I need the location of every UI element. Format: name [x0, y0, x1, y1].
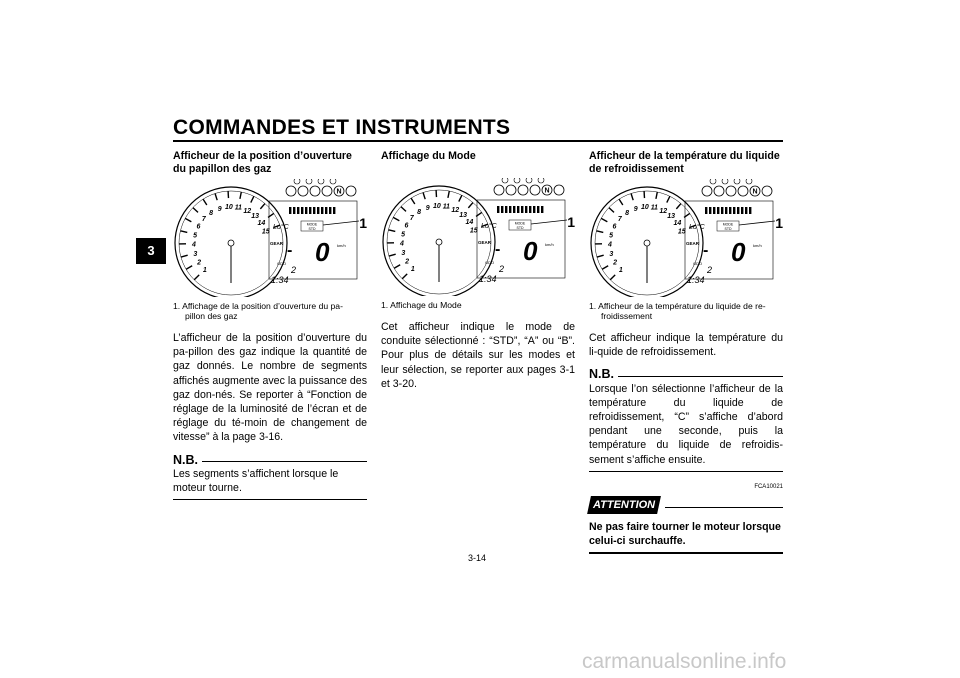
tach-number: 11 [650, 204, 658, 212]
tick-mark [610, 275, 615, 280]
tick-mark [388, 230, 395, 232]
tick-mark [240, 192, 241, 199]
tach-number: 9 [633, 205, 638, 213]
tach-number: 2 [197, 259, 202, 267]
throttle-segment [321, 207, 323, 214]
callout-leader [531, 220, 567, 224]
throttle-segment [709, 207, 711, 214]
indicator-light-icon [554, 185, 564, 195]
tach-number: 3 [401, 250, 406, 258]
throttle-segment [533, 206, 535, 213]
throttle-segment [313, 207, 315, 214]
tach-number: 13 [251, 212, 260, 220]
tick-mark [193, 208, 198, 213]
clock-readout: 1:34 [479, 274, 497, 284]
tach-number: 15 [261, 228, 270, 236]
note-text: Les segments s’affichent lorsque le moteur tourne. [173, 467, 339, 495]
tick-mark [619, 199, 623, 205]
tach-number: 12 [451, 206, 460, 214]
warning-light-icon [318, 179, 324, 184]
throttle-segment [529, 206, 531, 213]
indicator-light-icon [762, 186, 772, 196]
header-rule [173, 140, 783, 142]
note-rule [202, 461, 367, 462]
warning-light-icon [526, 178, 532, 183]
tick-mark [631, 194, 633, 201]
throttle-segment [505, 206, 507, 213]
odo-label: ODO [485, 260, 495, 265]
tick-mark [181, 255, 188, 257]
warning-light-icon [538, 178, 544, 183]
indicator-light-icon [494, 185, 504, 195]
throttle-segment [721, 207, 723, 214]
caption-text: Affichage de la position d’ouverture du pa- [182, 301, 343, 311]
tach-number: 11 [442, 203, 450, 211]
tick-mark [260, 204, 265, 209]
attention-label: ATTENTION [593, 499, 656, 512]
throttle-segment [741, 207, 743, 214]
callout-number: 1 [359, 215, 367, 231]
tick-mark [401, 207, 406, 212]
column-coolant [589, 150, 783, 554]
note-text: Lorsque l’on sélectionne l’afficheur de la température du liquide de refroidissement, “C” s’affiche d’abord pendant une seconde, puis la température du liquide de refroidis-sement s’affiche ensuite. [589, 382, 783, 466]
gear-value: - [703, 242, 709, 259]
throttle-segment [537, 206, 539, 213]
throttle-segment [521, 206, 523, 213]
tick-mark [448, 191, 449, 198]
tick-mark [411, 198, 415, 204]
tach-number: 13 [459, 211, 468, 219]
tach-number: 12 [243, 207, 252, 215]
needle-hub [436, 239, 442, 245]
attention-rule [665, 507, 783, 508]
warning-light-icon [710, 179, 716, 184]
tach-number: 10 [225, 204, 233, 212]
indicator-light-icon [726, 186, 736, 196]
tick-mark [215, 194, 217, 201]
throttle-segment [333, 207, 335, 214]
attention-code: FCA10021 [754, 483, 783, 490]
tach-number: 9 [217, 205, 222, 213]
indicator-light-icon [310, 186, 320, 196]
tick-mark [667, 196, 670, 202]
warning-light-icon [502, 178, 508, 183]
tach-number: 6 [196, 223, 201, 231]
attention-badge [587, 496, 661, 514]
tach-number: 10 [433, 203, 441, 211]
page-title: COMMANDES ET INSTRUMENTS [173, 116, 511, 139]
tach-number: 5 [609, 232, 613, 240]
column-mode [381, 150, 575, 391]
throttle-segment [289, 207, 291, 214]
speed-readout: 0 [523, 236, 538, 266]
coolant-temp-readout: Lo°C [689, 224, 705, 231]
tick-mark [402, 274, 407, 279]
instrument-illustration [589, 179, 783, 297]
instrument-illustration [381, 178, 575, 296]
throttle-segment [513, 206, 515, 213]
tach-number: 7 [201, 215, 206, 223]
odo-value: 2 [499, 264, 505, 274]
tach-number: 10 [641, 204, 649, 212]
figure-caption [173, 301, 367, 321]
mode-value: STD [308, 227, 316, 231]
speed-unit: km/h [545, 242, 554, 247]
tach-number: 6 [612, 223, 617, 231]
throttle-segment [301, 207, 303, 214]
odo-label: ODO [693, 261, 703, 266]
tach-number: 11 [234, 204, 242, 212]
warning-light-icon [722, 179, 728, 184]
tach-number: 12 [659, 207, 668, 215]
throttle-segment [525, 206, 527, 213]
mode-label: MODE [722, 222, 734, 227]
tach-number: 14 [673, 219, 682, 227]
tach-number: 14 [465, 218, 474, 226]
coolant-temp-readout: Lo°C [481, 223, 497, 230]
note-end-rule [589, 471, 783, 472]
warning-light-icon [294, 179, 300, 184]
throttle-segment [713, 207, 715, 214]
section-heading: Affichage du Mode [381, 150, 476, 162]
gear-value: - [287, 242, 293, 259]
throttle-segment [309, 207, 311, 214]
tach-number: 7 [617, 215, 622, 223]
speed-unit: km/h [753, 243, 762, 248]
caption-continuation: pillon des gaz [185, 311, 238, 321]
indicator-light-icon [506, 185, 516, 195]
tach-number: 13 [667, 212, 676, 220]
note-label: N.B. [173, 452, 198, 467]
tach-number: 7 [409, 214, 414, 222]
indicator-light-icon [702, 186, 712, 196]
tick-mark [656, 192, 657, 199]
watermark: carmanualsonline.info [582, 650, 787, 673]
throttle-segment [297, 207, 299, 214]
neutral-indicator: N [336, 188, 342, 196]
throttle-segment [293, 207, 295, 214]
needle-hub [644, 240, 650, 246]
tach-number: 8 [625, 209, 630, 217]
tick-mark [185, 218, 191, 221]
callout-number: 1 [775, 215, 783, 231]
throttle-segment [737, 207, 739, 214]
callout-number: 1 [567, 214, 575, 230]
throttle-segment [733, 207, 735, 214]
warning-light-icon [306, 179, 312, 184]
section-heading: Afficheur de la position d’ouverture du papillon des gaz [173, 150, 352, 175]
indicator-light-icon [346, 186, 356, 196]
column-throttle [173, 150, 367, 500]
mode-label: MODE [514, 221, 526, 226]
note-rule [618, 376, 783, 377]
tach-number: 2 [405, 258, 410, 266]
note-end-rule [173, 499, 367, 500]
indicator-light-icon [530, 185, 540, 195]
tick-mark [602, 266, 608, 270]
warning-light-icon [514, 178, 520, 183]
tach-number: 8 [209, 209, 214, 217]
tach-number: 5 [193, 232, 197, 240]
attention-text: Ne pas faire tourner le moteur lorsque celui-ci surchauffe. [589, 521, 781, 548]
tick-mark [459, 195, 462, 201]
tach-number: 9 [425, 204, 430, 212]
odo-label: ODO [277, 261, 287, 266]
tach-number: 3 [609, 251, 614, 259]
clock-readout: 1:34 [687, 275, 705, 285]
caption-continuation: froidissement [601, 311, 653, 321]
section-heading: Afficheur de la température du liquide de refroidissement [589, 150, 780, 175]
tach-number: 5 [401, 231, 405, 239]
tick-mark [180, 231, 187, 233]
tick-mark [596, 231, 603, 233]
throttle-segment [501, 206, 503, 213]
tach-number: 14 [257, 219, 266, 227]
mode-label: MODE [306, 222, 318, 227]
indicator-light-icon [738, 186, 748, 196]
callout-leader [739, 221, 775, 225]
caption-number: 1. [381, 300, 389, 310]
page-number: 3-14 [468, 553, 487, 563]
tick-mark [186, 266, 192, 270]
tick-mark [203, 199, 207, 205]
figure-caption [589, 301, 783, 321]
neutral-indicator: N [544, 187, 550, 195]
tach-number: 1 [410, 266, 415, 274]
throttle-segment [305, 207, 307, 214]
tach-number: 1 [202, 267, 207, 275]
gear-label: GEAR [478, 240, 492, 245]
body-text: L’afficheur de la position d’ouverture du pa-pillon des gaz indique la quantité de gaz donnés. Le nombre de segments affichés augmente avec la puissance des gaz don-nés. Se reporter à “Fonction de réglage de la luminosité de l’écran et de réglage du té-moin de changement de vitesse” à la page 3-16. [173, 332, 367, 444]
coolant-temp-readout: Lo°C [273, 224, 289, 231]
warning-light-icon [330, 179, 336, 184]
instrument-illustration [173, 179, 367, 297]
tick-mark [609, 208, 614, 213]
chapter-tab: 3 [136, 238, 166, 264]
tach-number: 2 [613, 259, 618, 267]
speed-unit: km/h [337, 243, 346, 248]
tach-number: 15 [469, 227, 478, 235]
warning-light-icon [746, 179, 752, 184]
figure-caption [381, 300, 575, 310]
gear-value: - [495, 241, 501, 258]
tach-number: 6 [404, 222, 409, 230]
gear-label: GEAR [686, 241, 700, 246]
tach-number: 3 [193, 251, 198, 259]
warning-light-icon [734, 179, 740, 184]
callout-leader [323, 221, 359, 225]
mode-value: STD [516, 226, 524, 230]
gear-label: GEAR [270, 241, 284, 246]
neutral-indicator: N [752, 188, 758, 196]
indicator-light-icon [298, 186, 308, 196]
speed-readout: 0 [315, 237, 330, 267]
tach-number: 1 [618, 267, 623, 275]
throttle-segment [705, 207, 707, 214]
throttle-segment [749, 207, 751, 214]
caption-number: 1. [173, 301, 181, 311]
tach-number: 15 [677, 228, 686, 236]
note-header [173, 453, 367, 467]
tick-mark [468, 203, 473, 208]
odo-value: 2 [707, 265, 713, 275]
tach-number: 4 [192, 241, 196, 249]
throttle-segment [317, 207, 319, 214]
tick-mark [676, 204, 681, 209]
throttle-segment [497, 206, 499, 213]
throttle-segment [725, 207, 727, 214]
caption-text: Affichage du Mode [390, 300, 462, 310]
throttle-segment [745, 207, 747, 214]
throttle-segment [325, 207, 327, 214]
tick-mark [423, 193, 425, 200]
mode-value: STD [724, 227, 732, 231]
attention-header [589, 496, 783, 514]
indicator-light-icon [322, 186, 332, 196]
speed-readout: 0 [731, 237, 746, 267]
caption-number: 1. [589, 301, 597, 311]
throttle-segment [541, 206, 543, 213]
indicator-light-icon [286, 186, 296, 196]
caption-text: Afficheur de la température du liquide de re- [598, 301, 766, 311]
body-text: Cet afficheur indique la température du li-quide de refroidissement. [589, 332, 783, 359]
throttle-segment [517, 206, 519, 213]
tick-mark [251, 196, 254, 202]
throttle-segment [329, 207, 331, 214]
throttle-segment [509, 206, 511, 213]
note-label: N.B. [589, 367, 614, 382]
throttle-segment [729, 207, 731, 214]
body-text: Cet afficheur indique le mode de conduite sélectionné : “STD”, “A” ou “B”. Pour plus de détails sur les modes et leur sélection, se reporter aux pages 3-1 et 3-20. [381, 321, 575, 390]
clock-readout: 1:34 [271, 275, 289, 285]
tick-mark [194, 275, 199, 280]
tach-number: 4 [608, 241, 612, 249]
tick-mark [601, 218, 607, 221]
needle-hub [228, 240, 234, 246]
tach-number: 4 [400, 240, 404, 248]
tick-mark [389, 254, 396, 256]
throttle-segment [717, 207, 719, 214]
tick-mark [597, 255, 604, 257]
tick-mark [394, 265, 400, 269]
indicator-light-icon [714, 186, 724, 196]
indicator-light-icon [518, 185, 528, 195]
note-header [589, 367, 783, 381]
odo-value: 2 [291, 265, 297, 275]
attention-end-rule [589, 552, 783, 554]
tach-number: 8 [417, 208, 422, 216]
tick-mark [393, 217, 399, 220]
